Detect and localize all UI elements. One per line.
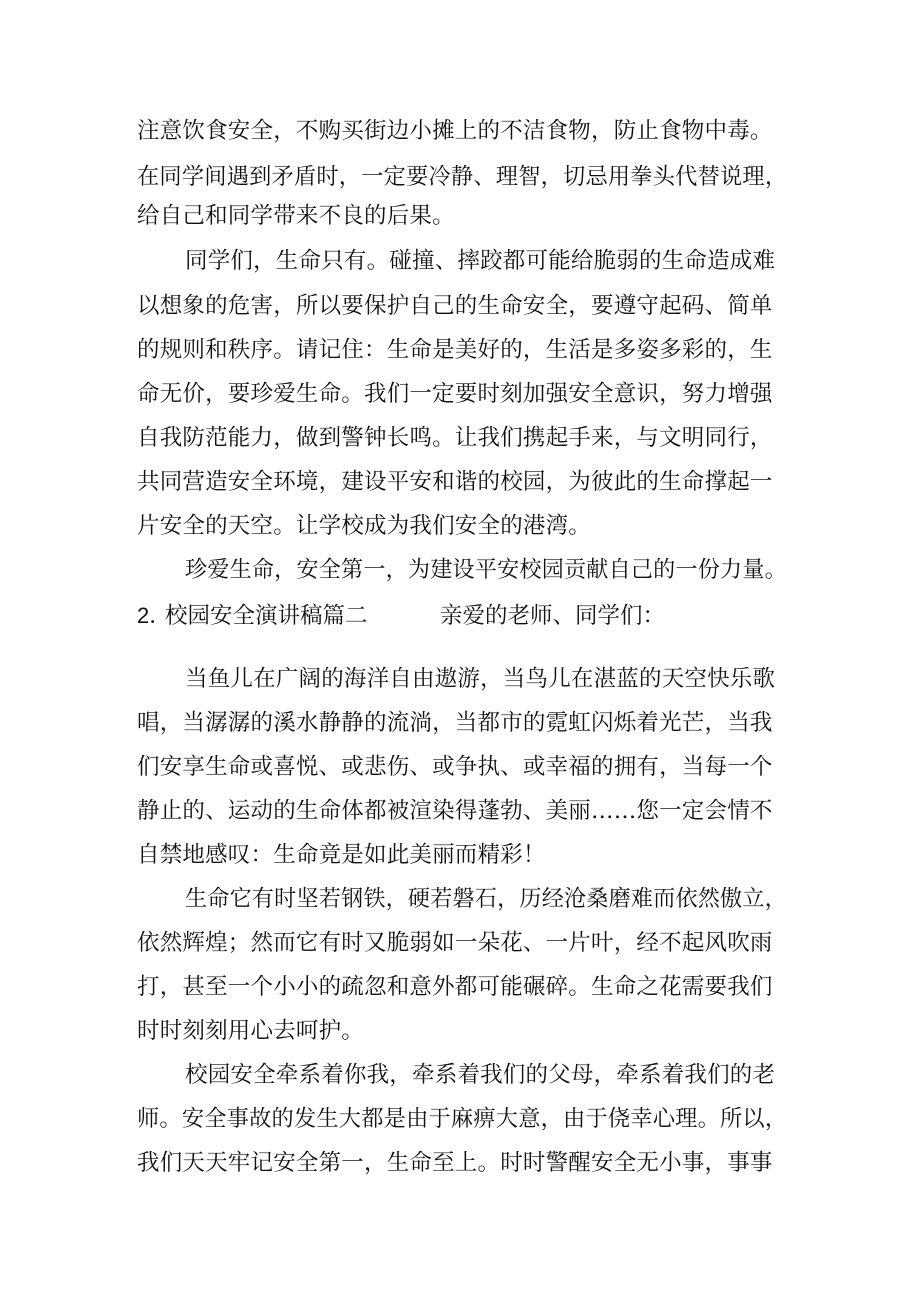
paragraph-2-line-7: 片安全的天空。让学校成为我们安全的港湾。 <box>137 513 592 539</box>
paragraph-2-line-2: 以想象的危害，所以要保护自己的生命安全，要遵守起码、简单 <box>137 293 773 319</box>
paragraph-2-line-3: 的规则和秩序。请记住：生命是美好的，生活是多姿多彩的，生 <box>137 337 773 363</box>
paragraph-5-line-1: 生命它有时坚若钢铁，硬若磐石，历经沧桑磨难而依然傲立， <box>185 886 787 912</box>
paragraph-2-line-4: 命无价，要珍爱生命。我们一定要时刻加强安全意识，努力增强 <box>137 381 773 407</box>
paragraph-1-line-2: 在同学间遇到矛盾时，一定要冷静、理智，切忌用拳头代替说理， <box>137 164 788 190</box>
paragraph-6-line-2: 师。安全事故的发生大都是由于麻痹大意，由于侥幸心理。所以， <box>137 1106 788 1132</box>
paragraph-2-line-1: 同学们，生命只有。碰撞、摔跤都可能给脆弱的生命造成难 <box>185 248 776 274</box>
paragraph-3-line-1: 珍爱生命，安全第一，为建设平安校园贡献自己的一份力量。 <box>185 557 787 583</box>
paragraph-6-line-3: 我们天天牢记安全第一，生命至上。时时警醒安全无小事，事事 <box>137 1150 773 1176</box>
paragraph-1-line-3: 给自己和同学带来不良的后果。 <box>137 203 455 229</box>
paragraph-4-line-2: 唱，当潺潺的溪水静静的流淌，当都市的霓虹闪烁着光芒，当我 <box>137 710 773 736</box>
section-number: 2． <box>137 603 172 628</box>
section-greeting: 亲爱的老师、同学们： <box>440 603 666 629</box>
paragraph-4-line-1: 当鱼儿在广阔的海洋自由遨游，当鸟儿在湛蓝的天空快乐歌 <box>185 666 776 692</box>
paragraph-2-line-6: 共同营造安全环境，建设平安和谐的校园，为彼此的生命撑起一 <box>137 469 773 495</box>
paragraph-4-line-4: 静止的、运动的生命体都被渲染得蓬勃、美丽……您一定会情不 <box>137 798 773 824</box>
paragraph-1-line-1: 注意饮食安全，不购买街边小摊上的不洁食物，防止食物中毒。 <box>137 118 773 144</box>
paragraph-4-line-3: 们安享生命或喜悦、或悲伤、或争执、或幸福的拥有，当每一个 <box>137 754 773 780</box>
paragraph-5-line-2: 依然辉煌；然而它有时又脆弱如一朵花、一片叶，经不起风吹雨 <box>137 930 773 956</box>
paragraph-5-line-3: 打，甚至一个小小的疏忽和意外都可能碾碎。生命之花需要我们 <box>137 974 773 1000</box>
paragraph-5-line-4: 时时刻刻用心去呵护。 <box>137 1018 365 1044</box>
paragraph-4-line-5: 自禁地感叹：生命竟是如此美丽而精彩！ <box>137 842 546 868</box>
paragraph-6-line-1: 校园安全牵系着你我，牵系着我们的父母，牵系着我们的老 <box>185 1062 776 1088</box>
section-title: 校园安全演讲稿篇二 <box>165 603 368 629</box>
paragraph-2-line-5: 自我防范能力，做到警钟长鸣。让我们携起手来，与文明同行， <box>137 425 773 451</box>
